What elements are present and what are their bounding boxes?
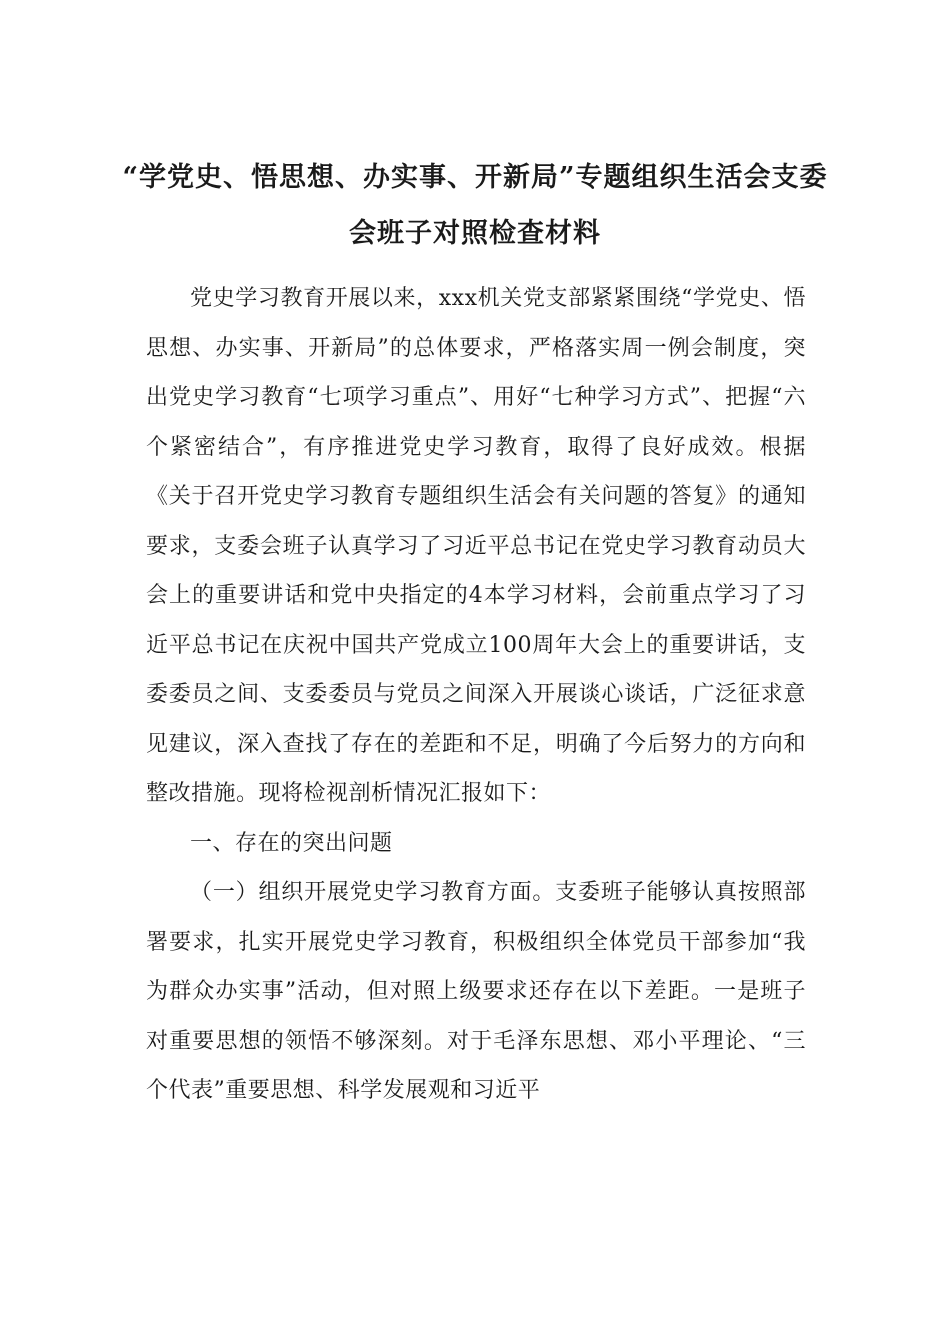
- document-body: [146, 274, 806, 1116]
- document-title: “学党史、悟思想、办实事、开新局”专题组织生活会支委会班子对照检查材料: [122, 162, 828, 249]
- subsection-paragraph: （一）组织开展党史学习教育方面。支委班子能够认真按照部署要求，扎实开展党史学习教育，积极组织全体党员干部参加“我为群众办实事”活动，但对照上级要求还存在以下差距。一是班子对重要思想的领悟不够深刻。对于毛泽东思想、邓小平理论、“三个代表”重要思想、科学发展观和习近平: [146, 880, 806, 1103]
- section-heading: 一、存在的突出问题: [190, 830, 393, 856]
- intro-paragraph: 党史学习教育开展以来，xxx机关党支部紧紧围绕“学党史、悟思想、办实事、开新局”的总体要求，严格落实周一例会制度，突出党史学习教育“七项学习重点”、用好“七种学习方式”、把握“六个紧密结合”，有序推进党史学习教育，取得了良好成效。根据《关于召开党史学习教育专题组织生活会有关问题的答复》的通知要求，支委会班子认真学习了习近平总书记在党史学习教育动员大会上的重要讲话和党中央指定的4本学习材料，会前重点学习了习近平总书记在庆祝中国共产党成立100周年大会上的重要讲话，支委委员之间、支委委员与党员之间深入开展谈心谈话，广泛征求意见建议，深入查找了存在的差距和不足，明确了今后努力的方向和整改措施。现将检视剖析情况汇报如下：: [146, 286, 806, 806]
